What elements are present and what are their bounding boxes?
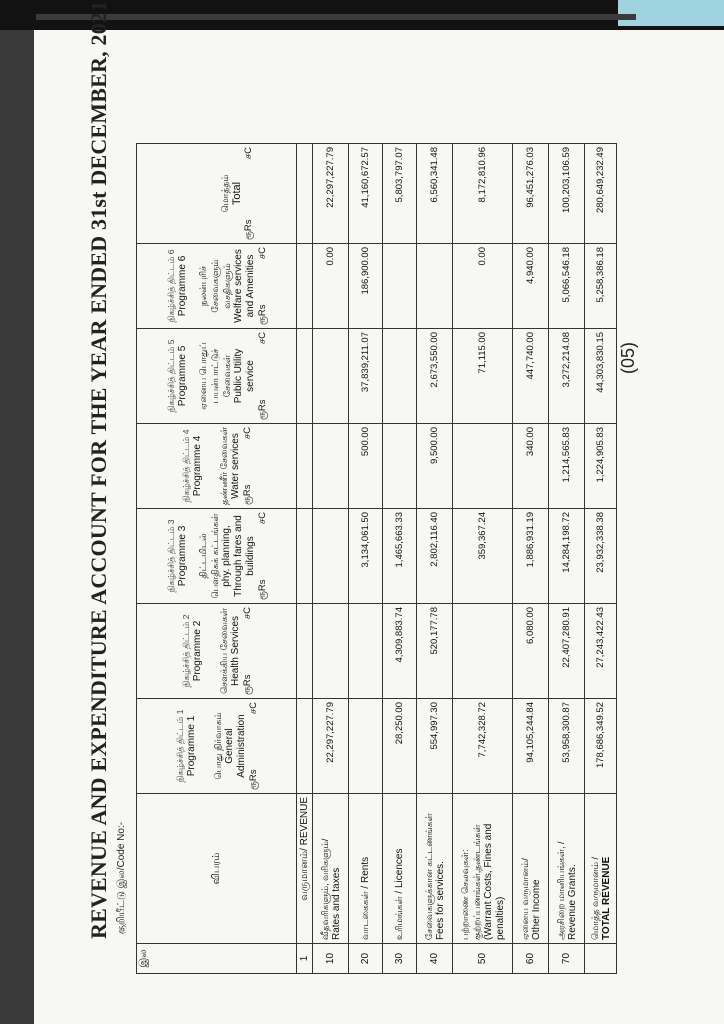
unit-c: சC xyxy=(241,427,253,440)
desc-en: TOTAL REVENUE xyxy=(600,856,612,940)
row-code: 20 xyxy=(349,944,383,974)
section-cell xyxy=(297,509,313,604)
cell-total: 22,297,227.79 xyxy=(313,144,349,244)
row-description xyxy=(417,794,453,944)
programme-label-ta: நிகழ்ச்சித் திட்டம் 1 xyxy=(174,709,185,783)
cell-total: 41,160,672.57 xyxy=(349,144,383,244)
header-programme-2 xyxy=(137,604,297,699)
cell-programme-3: 14,284,198.72 xyxy=(549,509,585,604)
row-code: 60 xyxy=(513,944,549,974)
cell-programme-6: 0.00 xyxy=(453,244,513,329)
row-description xyxy=(383,794,417,944)
table-row xyxy=(313,144,349,974)
desc-en: Fees for services. xyxy=(434,861,446,940)
table-row xyxy=(549,144,585,974)
table-row xyxy=(513,144,549,974)
cell-programme-1 xyxy=(349,699,383,794)
cell-programme-3: 3,134,061.50 xyxy=(349,509,383,604)
programme-label-ta: நிகழ்ச்சித் திட்டம் 3 xyxy=(165,519,176,593)
desc-ta: பற்றாணை செலவுகள்: குற்றப்பணங்கள்,தண்டங்கள் xyxy=(459,824,482,940)
unit-c: சC xyxy=(247,702,259,715)
cell-programme-5 xyxy=(383,329,417,424)
row-description xyxy=(513,794,549,944)
cell-programme-2: 6,080.00 xyxy=(513,604,549,699)
cell-programme-4 xyxy=(453,424,513,509)
cell-programme-4 xyxy=(313,424,349,509)
header-description: விபரம் xyxy=(137,794,297,944)
header-programme-4 xyxy=(137,424,297,509)
programme-name-en: General Administration xyxy=(223,714,247,778)
header-programme-5 xyxy=(137,329,297,424)
table-row xyxy=(453,144,513,974)
header-total xyxy=(137,144,297,244)
unit-c: சC xyxy=(242,147,254,160)
cell-total: 8,172,810.96 xyxy=(453,144,513,244)
document-title: REVENUE AND EXPENDITURE ACCOUNT FOR THE YEAR ENDED 31st DECEMBER, 2021 xyxy=(86,0,111,939)
total-code xyxy=(585,944,617,974)
cell-programme-4: 1,214,565.83 xyxy=(549,424,585,509)
cell-programme-6: 186,900.00 xyxy=(349,244,383,329)
desc-ta: அரசிறை மானியங்கள், / xyxy=(555,841,566,940)
cell-programme-1: 554,997.30 xyxy=(417,699,453,794)
unit-row xyxy=(243,147,255,240)
programme-name-en: Welfare services and Amenities xyxy=(232,249,256,323)
header-programme-3 xyxy=(137,509,297,604)
desc-en: Other Income xyxy=(530,879,542,940)
desc-en: Revenue Grants. xyxy=(566,864,578,940)
cell-programme-5: 37,839,211.07 xyxy=(349,329,383,424)
programme-name-ta: சௌக்கிய சேவைகள் xyxy=(218,608,229,694)
programme-label-en: Programme 4 xyxy=(191,435,203,497)
total-row xyxy=(585,144,617,974)
unit-rs: ரூRs xyxy=(242,219,254,240)
unit-c: சC xyxy=(241,607,253,620)
total-programme-2: 27,243,422.43 xyxy=(585,604,617,699)
unit-c: சC xyxy=(256,512,268,525)
cell-programme-5: 3,272,214.08 xyxy=(549,329,585,424)
desc-en: / Licences xyxy=(394,848,405,894)
programme-name-ta: திட்டமிடல் பௌதிகக் கட்டங்கள் xyxy=(197,513,220,599)
programme-name-en: phy. planning, Through fares and buildings xyxy=(220,515,256,597)
desc-ta: உரிமங்கள் xyxy=(394,896,404,940)
row-description xyxy=(453,794,513,944)
row-code: 50 xyxy=(453,944,513,974)
cell-programme-6: 0.00 xyxy=(313,244,349,329)
programme-label-ta: நிகழ்ச்சித் திட்டம் 2 xyxy=(180,614,191,688)
header-row xyxy=(137,144,297,974)
unit-rs: ரூRs xyxy=(256,399,268,420)
programme-label-ta: நிகழ்ச்சித் திட்டம் 4 xyxy=(180,429,191,503)
page-number: (05) xyxy=(618,341,638,374)
cell-programme-1: 7,742,328.72 xyxy=(453,699,513,794)
programme-label-en: Programme 3 xyxy=(176,525,188,587)
cell-programme-4 xyxy=(383,424,417,509)
cell-programme-5: 447,740.00 xyxy=(513,329,549,424)
cell-total: 5,803,797.07 xyxy=(383,144,417,244)
row-code: 10 xyxy=(313,944,349,974)
section-no: 1 xyxy=(297,944,313,974)
cell-programme-2 xyxy=(349,604,383,699)
revenue-table xyxy=(136,143,617,974)
desc-ta: வாடகைகள் xyxy=(360,891,370,940)
section-cell xyxy=(297,244,313,329)
cell-programme-3: 1,465,663.33 xyxy=(383,509,417,604)
unit-row xyxy=(248,702,260,790)
cell-programme-4: 340.00 xyxy=(513,424,549,509)
unit-rs: ரூRs xyxy=(241,484,253,505)
unit-rs: ரூRs xyxy=(241,674,253,695)
programme-name-en: Water services xyxy=(229,433,241,499)
cell-programme-1: 94,105,244.84 xyxy=(513,699,549,794)
unit-rs: ரூRs xyxy=(247,769,259,790)
programme-name-ta: நலன்புரிச் சேவைகளும் வசதிகளும் xyxy=(197,259,232,313)
cell-programme-2 xyxy=(453,604,513,699)
cell-total: 100,203,106.59 xyxy=(549,144,585,244)
programme-label-en: Programme 6 xyxy=(176,255,188,317)
programme-name-ta: பொது நிர்வாகம் xyxy=(212,712,223,780)
row-code: 30 xyxy=(383,944,417,974)
cell-programme-4: 500.00 xyxy=(349,424,383,509)
cell-programme-1: 28,250.00 xyxy=(383,699,417,794)
unit-row xyxy=(242,607,254,695)
programme-label-en: Programme 5 xyxy=(176,345,188,407)
cell-programme-5: 71,115.00 xyxy=(453,329,513,424)
section-row xyxy=(297,144,313,974)
unit-c: சC xyxy=(256,332,268,345)
programme-name-en: Public Utility service xyxy=(232,348,256,404)
cell-programme-4: 9,500.00 xyxy=(417,424,453,509)
cell-programme-6: 4,940.00 xyxy=(513,244,549,329)
unit-c: சC xyxy=(256,247,268,260)
total-programme-4: 1,224,905.83 xyxy=(585,424,617,509)
programme-label-ta: நிகழ்ச்சித் திட்டம் 5 xyxy=(165,339,176,413)
cell-programme-2: 4,309,883.74 xyxy=(383,604,417,699)
desc-ta: சேவைகளுக்கான கட்டணங்கள் xyxy=(423,813,434,940)
cell-programme-3: 2,802,116.40 xyxy=(417,509,453,604)
desc-ta: ஏனைய வருமானம்/ xyxy=(519,858,530,940)
section-cell xyxy=(297,424,313,509)
programme-name-ta: ஏனைய பொதுப் பயன்பாட்டுச் சேவைகள் xyxy=(197,342,232,410)
section-cell xyxy=(297,699,313,794)
row-code: 40 xyxy=(417,944,453,974)
cell-programme-5 xyxy=(313,329,349,424)
cell-total: 6,560,341.48 xyxy=(417,144,453,244)
table-row xyxy=(383,144,417,974)
cell-programme-6 xyxy=(417,244,453,329)
total-programme-5: 44,303,830.15 xyxy=(585,329,617,424)
desc-en: / Rents xyxy=(360,856,371,889)
grand-total: 280,649,232.49 xyxy=(585,144,617,244)
desc-ta: மொத்த வருமானம் / xyxy=(589,856,600,940)
unit-row xyxy=(257,512,269,600)
code-number: குறியீட்டு இல/Code No:- xyxy=(116,821,127,934)
cell-programme-2 xyxy=(313,604,349,699)
cell-programme-3: 1,886,931.19 xyxy=(513,509,549,604)
unit-row xyxy=(257,332,269,420)
desc-en: Rates and taxes xyxy=(330,867,342,940)
programme-label-en: Programme 1 xyxy=(185,715,197,777)
cell-programme-2: 22,407,280.91 xyxy=(549,604,585,699)
total-programme-6: 5,258,386.18 xyxy=(585,244,617,329)
cell-programme-6 xyxy=(383,244,417,329)
section-cell xyxy=(297,329,313,424)
row-description xyxy=(349,794,383,944)
cell-programme-5: 2,673,550.00 xyxy=(417,329,453,424)
total-programme-1: 178,686,349.52 xyxy=(585,699,617,794)
cell-programme-6: 5,066,546.18 xyxy=(549,244,585,329)
cell-programme-1: 22,297,227.79 xyxy=(313,699,349,794)
programme-label-en: Programme 2 xyxy=(191,620,203,682)
unit-row xyxy=(242,427,254,505)
programme-label-ta: நிகழ்ச்சித் திட்டம் 6 xyxy=(165,249,176,323)
row-description xyxy=(549,794,585,944)
unit-rs: ரூRs xyxy=(256,579,268,600)
total-programme-3: 23,932,338.38 xyxy=(585,509,617,604)
cell-programme-3 xyxy=(313,509,349,604)
cell-programme-3: 359,367.24 xyxy=(453,509,513,604)
programme-name-ta: தண்ணீர் சேவைகள் xyxy=(218,427,229,505)
cell-total: 96,451,276.03 xyxy=(513,144,549,244)
total-label-ta: மொத்தம் xyxy=(219,174,230,213)
section-cell xyxy=(297,144,313,244)
cell-programme-2: 520,177.78 xyxy=(417,604,453,699)
table-row xyxy=(349,144,383,974)
section-label: வருமானம்/ REVENUE xyxy=(297,794,313,944)
total-label-en: Total xyxy=(230,181,243,206)
table-row xyxy=(417,144,453,974)
unit-row xyxy=(257,247,269,325)
total-description xyxy=(585,794,617,944)
cell-programme-1: 53,958,300.87 xyxy=(549,699,585,794)
desc-ta: வீதவரிகளும், வரிகளும்/ xyxy=(319,838,330,940)
row-description xyxy=(313,794,349,944)
header-no: இல xyxy=(137,944,297,974)
header-programme-1 xyxy=(137,699,297,794)
row-code: 70 xyxy=(549,944,585,974)
header-programme-6 xyxy=(137,244,297,329)
unit-rs: ரூRs xyxy=(256,304,268,325)
section-cell xyxy=(297,604,313,699)
desc-en: (Warrant Costs, Fines and penalties) xyxy=(482,823,506,940)
programme-name-en: Health Services xyxy=(229,615,241,687)
